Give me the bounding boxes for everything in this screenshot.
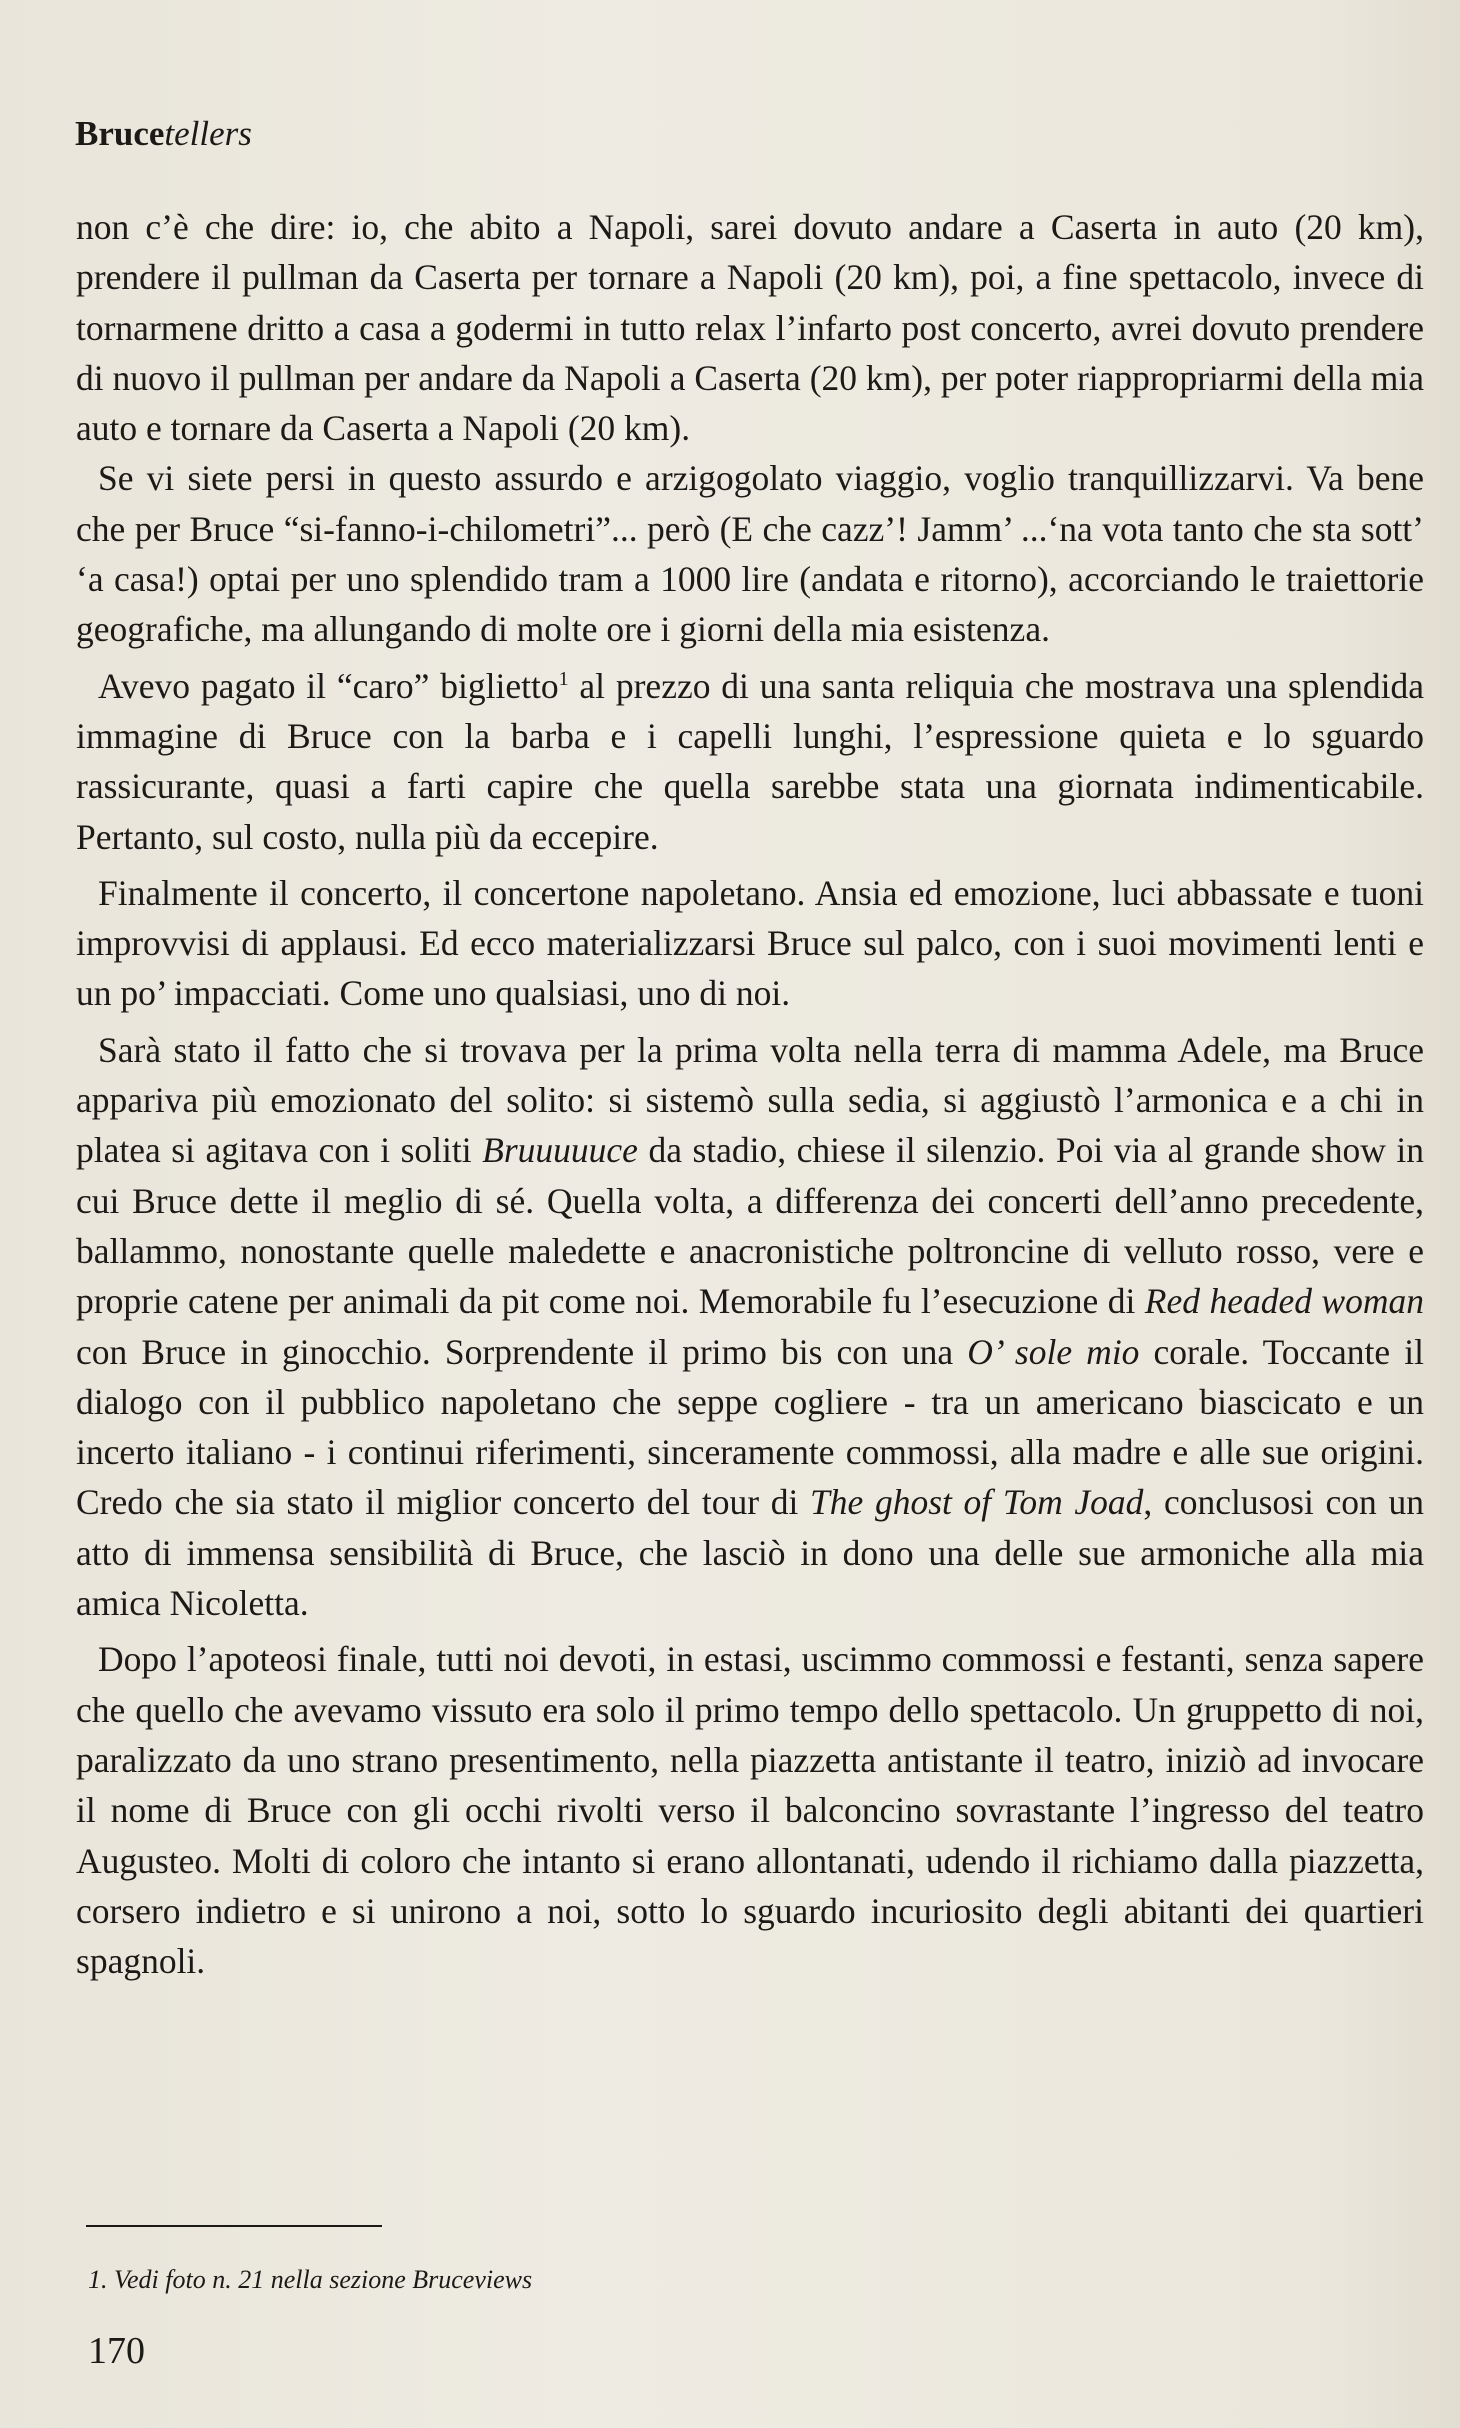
- italic-tour-title: The ghost of Tom Joad: [810, 1482, 1144, 1523]
- footnote-reference: 1: [558, 667, 569, 690]
- paragraph-5-text-e: , conclusosi con un atto di immensa sensibilità di Bruce, che lasciò in dono una delle sue armoniche alla mia amica Nicoletta.: [76, 1482, 1424, 1624]
- paragraph-5-text-a: Sarà stato il fatto che si trovava per la prima volta nella terra di mamma Adele, ma Bruce appariva più emozionato del solito: si sistemò sulla sedia, si aggiustò l’armonica e a chi in platea si agitava con i soliti: [76, 1029, 1424, 1171]
- paragraph-6: Dopo l’apoteosi finale, tutti noi devoti, in estasi, uscimmo commossi e festanti, senza sapere che quello che avevamo vissuto era solo il primo tempo dello spettacolo. Un gruppetto di noi, paralizzato da uno strano presentimento, nella piazzetta antistante il teatro, iniziò ad invocare il nome di Bruce con gli occhi rivolti verso il balconcino sovrastante l’ingresso del teatro Augusteo. Molti di coloro che intanto si erano allontanati, udendo il richiamo dalla piazzetta, corsero indietro e si unirono a noi, sotto lo sguardo incuriosito degli abitanti dei quartieri spagnoli.: [76, 1639, 1424, 1982]
- paragraph-5-text-c: con Bruce in ginocchio. Sorprendente il primo bis con una: [76, 1331, 968, 1372]
- paragraph-5-text-b: da stadio, chiese il silenzio. Poi via al grande show in cui Bruce dette il meglio di sé. Quella volta, a differenza dei concerti dell’anno precedente, ballammo, nonostante quelle maledette e anacronistiche poltroncine di velluto rosso, vere e proprie catene per animali da pit come noi. Memorabile fu l’esecuzione di: [76, 1130, 1424, 1322]
- running-head-bold: Bruce: [75, 114, 165, 153]
- paragraph-3: [76, 661, 1424, 862]
- paragraph-4: Finalmente il concerto, il concertone napoletano. Ansia ed emozione, luci abbassate e tuoni improvvisi di applausi. Ed ecco materializzarsi Bruce sul palco, con i suoi movimenti lenti e un po’ impacciati. Come uno qualsiasi, uno di noi.: [76, 872, 1424, 1014]
- paragraph-1: non c’è che dire: io, che abito a Napoli, sarei dovuto andare a Caserta in auto (20 km), prendere il pullman da Caserta per tornare a Napoli (20 km), poi, a fine spettacolo, invece di tornarmene dritto a casa a godermi in tutto relax l’infarto post concerto, avrei dovuto prendere di nuovo il pullman per andare da Napoli a Caserta (20 km), per poter riappropriarmi della mia auto e tornare da Caserta a Napoli (20 km).: [76, 207, 1424, 449]
- running-head: [75, 110, 252, 158]
- footnote-divider: [86, 2225, 382, 2227]
- italic-song-title-o-sole-mio: O’ sole mio: [967, 1331, 1140, 1372]
- body-text: [76, 202, 1424, 1986]
- italic-song-title-red-headed-woman: Red headed woman: [1144, 1281, 1424, 1322]
- paragraph-5-text-d: corale. Toccante il dialogo con il pubblico napoletano che seppe cogliere - tra un americano biascicato e un incerto italiano - i continui riferimenti, sinceramente commossi, alla madre e alle sue origini. Credo che sia stato il miglior concerto del tour di: [76, 1331, 1425, 1523]
- paragraph-2: Se vi siete persi in questo assurdo e arzigogolato viaggio, voglio tranquillizzarvi. Va bene che per Bruce “si-fanno-i-chilometri”... però (E che cazz’! Jamm’ ...‘na vota tanto che sta sott’ ‘a casa!) optai per uno splendido tram a 1000 lire (andata e ritorno), accorciando le traiettorie geografiche, ma allungando di molte ore i giorni della mia esistenza.: [76, 458, 1424, 650]
- paragraph-3-text-a: Avevo pagato il “caro” biglietto: [98, 665, 559, 706]
- paragraph-5: [76, 1025, 1424, 1629]
- paragraph-3-text-b: al prezzo di una santa reliquia che mostrava una splendida immagine di Bruce con la barba e i capelli lunghi, l’espressione quieta e lo sguardo rassicurante, quasi a farti capire che quella sarebbe stata una giornata indimenticabile. Pertanto, sul costo, nulla più da eccepire.: [76, 665, 1424, 857]
- running-head-italic: tellers: [164, 114, 252, 153]
- italic-bruuuuuce: Bruuuuuce: [482, 1130, 638, 1171]
- page-number: 170: [88, 2330, 145, 2372]
- footnote: 1. Vedi foto n. 21 nella sezione Bruceviews: [88, 2265, 533, 2294]
